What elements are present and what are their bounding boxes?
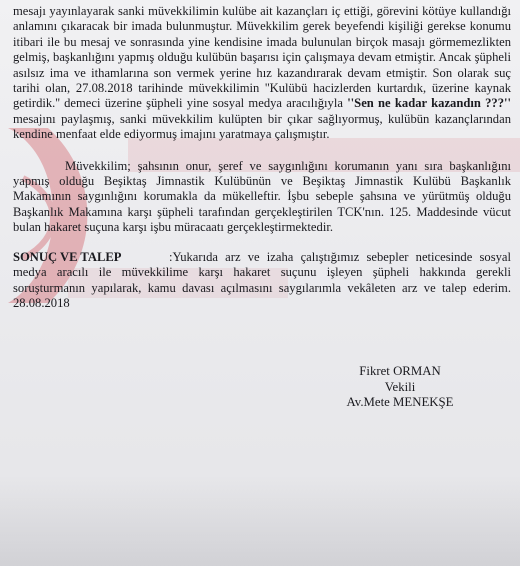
signature-lawyer: Av.Mete MENEKŞE xyxy=(346,395,454,410)
document-body xyxy=(13,4,511,311)
paragraph-1 xyxy=(13,4,511,143)
paragraph-conclusion xyxy=(13,250,511,312)
section-body: :Yukarıda arz ve izaha çalıştığımız sebepler neticesinde sosyal medya aracılı ile müvekkilime karşı hakaret suçunu işleyen şüpheli hakkında gerekli soruşturmanın yapılarak, kamu davası açılmasını saygılarımla vekâleten arz ve talep ederim. 28.08.2018 xyxy=(13,249,511,310)
signature-role: Vekili xyxy=(384,379,416,394)
signature-block xyxy=(300,364,500,411)
section-heading: SONUÇ VE TALEP xyxy=(13,249,122,264)
paragraph-2: Müvekkilim; şahsının onur, şeref ve saygınlığını korumanın yanı sıra başkanlığını yapmış olduğu Beşiktaş Jimnastik Kulübünün ve Beşiktaş Jimnastik Kulübü Başkanlık Makamının saygınlığını korumakla da mükelleftir. İşbu sebeple şahsına ve yürütmüş olduğu Başkanlık Makamına karşı şüpheli tarafından gerçekleştirilen TCK'nın. 125. Maddesinde vücut bulan hakaret suçuna karşı işbu müracaatı gerçekleştirmektedir. xyxy=(13,158,511,235)
page-shadow xyxy=(0,476,520,566)
quoted-message: ''Sen ne kadar kazandın ???'' xyxy=(347,96,512,111)
signature-name: Fikret ORMAN xyxy=(359,364,441,378)
paragraph-1-text: mesajı yayınlayarak sanki müvekkilimin kulübe ait kazançları iç ettiği, görevini kötüye kullandığı anlamını çıkaracak bir imada bulunmuştur. Müvekkilim gerek beyefendi kişiliği gerekse konumu itibari ile bu mesaj ve sonrasında yine kendisine imada bulunulan birçok masajı görmemezlikten gelmiş, başkanlığını yapmış olduğu kulübün başarısı için çalışmaya devam etmiştir. Ancak şüpheli asılsız ima ve ithamlarına son vermek yerine hız kazandırarak devam etmiştir. Son olarak suç tarihi olan, 27.08.2018 tarihinde müvekkilimin ''Kulübü hacizlerden kurtardık, üzerine kaynak getirdik.'' demeci üzerine şüpheli yine sosyal medya aracılığıyla xyxy=(13,4,511,111)
paragraph-1-text-end: mesajını paylaşmış, sanki müvekkilim kulüpten bir çıkar sağlıyormuş, kulübün kazançlarından kendine menfaat elde ediyormuş imajını yaratmaya çalışmıştır. xyxy=(13,111,511,142)
